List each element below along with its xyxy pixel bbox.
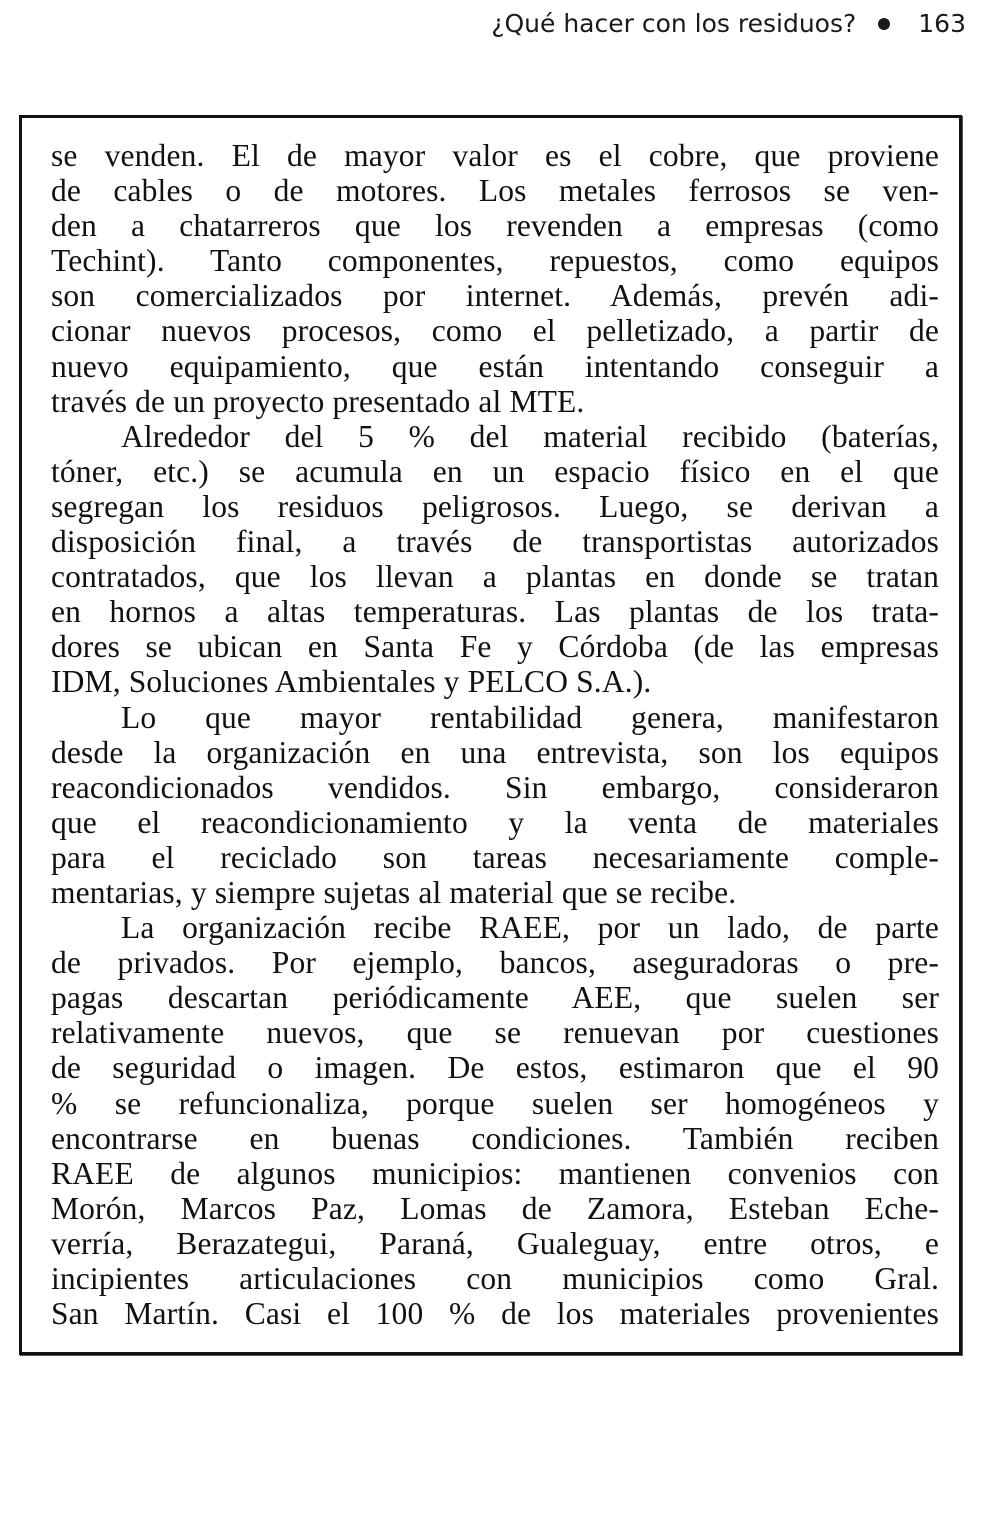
text-line: verría, Berazategui, Paraná, Gualeguay, entre otros, e [51, 1225, 939, 1261]
text-line: de cables o de motores. Los metales ferrosos se ven- [51, 173, 939, 209]
text-line: nuevo equipamiento, que están intentando conseguir a [51, 348, 939, 384]
text-line: La organización recibe RAEE, por un lado, de parte [121, 910, 939, 946]
text-line: son comercializados por internet. Además, prevén adi- [51, 278, 939, 314]
text-line: incipientes articulaciones con municipios como Gral. [51, 1261, 939, 1296]
text-line: San Martín. Casi el 100 % de los materiales provenientes [51, 1296, 939, 1332]
text-line: cionar nuevos procesos, como el pelletizado, a partir de [51, 313, 939, 349]
text-line: en hornos a altas temperaturas. Las plantas de los trata- [51, 594, 939, 630]
text-line: para el reciclado son tareas necesariamente comple- [51, 839, 939, 875]
text-line: disposición final, a través de transportistas autorizados [51, 524, 939, 560]
page-number: 163 [918, 9, 966, 38]
text-line: % se refuncionaliza, porque suelen ser homogéneos y [51, 1085, 939, 1121]
text-line: de privados. Por ejemplo, bancos, aseguradoras o pre- [51, 945, 939, 981]
boxed-text-frame [19, 115, 962, 1355]
paragraph [51, 419, 939, 700]
text-line: mentarias, y siempre sujetas al material que se recibe. [51, 874, 737, 910]
bullet-separator [878, 18, 890, 30]
running-header [491, 6, 966, 42]
text-line: Lo que mayor rentabilidad genera, manifestaron [121, 699, 939, 735]
text-line: relativamente nuevos, que se renuevan por cuestiones [51, 1015, 939, 1051]
text-line: se venden. El de mayor valor es el cobre, que proviene [51, 138, 939, 173]
text-line: contratados, que los llevan a plantas en donde se tratan [51, 559, 939, 595]
text-line: Techint). Tanto componentes, repuestos, como equipos [51, 243, 939, 279]
text-line: de seguridad o imagen. De estos, estimaron que el 90 [51, 1050, 939, 1086]
text-line: que el reacondicionamiento y la venta de materiales [51, 804, 939, 840]
paragraph [51, 910, 939, 1331]
text-line: dores se ubican en Santa Fe y Córdoba (de las empresas [51, 629, 939, 665]
paragraph [51, 700, 939, 911]
text-line: desde la organización en una entrevista, son los equipos [51, 734, 939, 770]
text-line: RAEE de algunos municipios: mantienen convenios con [51, 1155, 939, 1191]
text-line: segregan los residuos peligrosos. Luego, se derivan a [51, 488, 939, 524]
text-line: Morón, Marcos Paz, Lomas de Zamora, Esteban Eche- [51, 1190, 939, 1226]
text-line: den a chatarreros que los revenden a empresas (como [51, 208, 939, 244]
text-line: Alrededor del 5 % del material recibido (baterías, [121, 418, 939, 454]
text-line: reacondicionados vendidos. Sin embargo, consideraron [51, 769, 939, 805]
text-line: IDM, Soluciones Ambientales y PELCO S.A.). [51, 664, 652, 700]
text-line: encontrarse en buenas condiciones. También reciben [51, 1120, 939, 1156]
text-line: través de un proyecto presentado al MTE. [51, 383, 585, 419]
running-title: ¿Qué hacer con los residuos? [491, 9, 857, 38]
text-line: pagas descartan periódicamente AEE, que suelen ser [51, 980, 939, 1016]
text-line: tóner, etc.) se acumula en un espacio físico en el que [51, 453, 939, 489]
paragraph [51, 138, 939, 419]
boxed-text-content [51, 138, 939, 1331]
